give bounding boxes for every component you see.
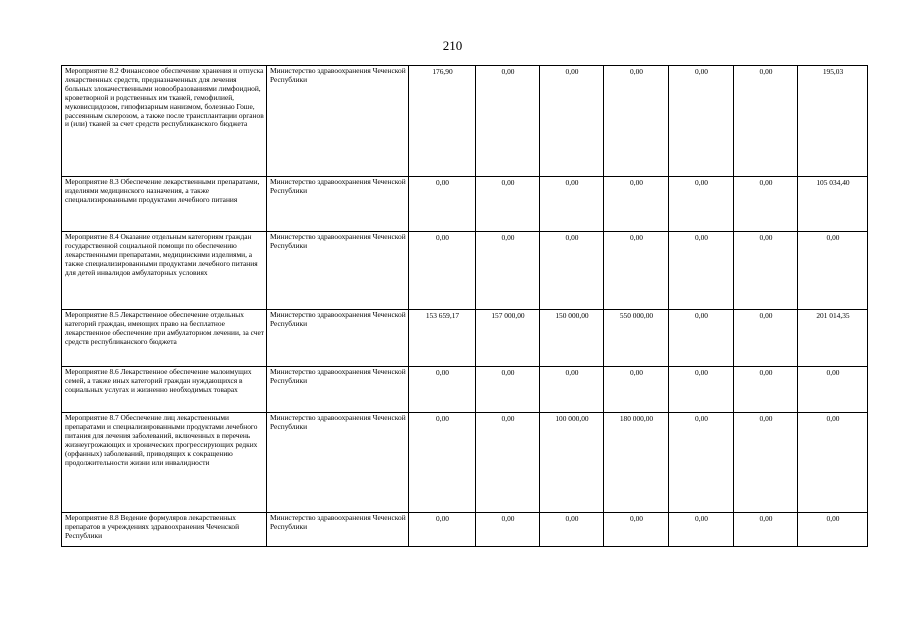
value-cell: 0,00 — [798, 367, 868, 413]
value-cell: 0,00 — [540, 232, 604, 310]
page-number: 210 — [442, 38, 463, 53]
value-cell: 0,00 — [476, 66, 540, 177]
value-cell: 0,00 — [540, 66, 604, 177]
value-cell: 0,00 — [604, 232, 669, 310]
value-cell: 0,00 — [409, 367, 476, 413]
value-cell: 0,00 — [669, 310, 734, 367]
value-cell: 0,00 — [669, 413, 734, 513]
value-cell: 0,00 — [669, 232, 734, 310]
value-cell: 0,00 — [604, 513, 669, 547]
measure-executor: Министерство здравоохранения Чеченской Республики — [267, 513, 409, 547]
value-cell: 157 000,00 — [476, 310, 540, 367]
table-row — [62, 232, 868, 310]
value-cell: 0,00 — [734, 310, 798, 367]
value-cell: 0,00 — [798, 413, 868, 513]
value-cell: 0,00 — [734, 66, 798, 177]
value-cell: 150 000,00 — [540, 310, 604, 367]
measure-executor: Министерство здравоохранения Чеченской Республики — [267, 232, 409, 310]
value-cell: 0,00 — [476, 513, 540, 547]
table-row — [62, 177, 868, 232]
table-row — [62, 310, 868, 367]
table-row — [62, 413, 868, 513]
value-cell: 195,03 — [798, 66, 868, 177]
value-cell: 100 000,00 — [540, 413, 604, 513]
value-cell: 0,00 — [734, 232, 798, 310]
value-cell: 0,00 — [409, 232, 476, 310]
measure-executor: Министерство здравоохранения Чеченской Республики — [267, 177, 409, 232]
value-cell: 0,00 — [734, 367, 798, 413]
measure-description: Мероприятие 8.2 Финансовое обеспечение хранения и отпуска лекарственных средств, предназначенных для лечения больных злокачественными новообразованиями лимфоидной, кроветворной и родственных им тканей, гемофилией, муковисцидозом, гипофизарным нанизмом, болезнью Гоше, рассеянным склерозом, а также после трансплантации органов и (или) тканей за счет средств республиканского бюджета — [62, 66, 267, 177]
measure-description: Мероприятие 8.4 Оказание отдельным категориям граждан государственной социальной помощи по обеспечению лекарственными препаратами, медицинскими изделиями, а также специализированными продуктами лечебного питания для детей инвалидов амбулаторных условиях — [62, 232, 267, 310]
value-cell: 180 000,00 — [604, 413, 669, 513]
value-cell: 0,00 — [604, 66, 669, 177]
value-cell: 153 659,17 — [409, 310, 476, 367]
measure-executor: Министерство здравоохранения Чеченской Республики — [267, 310, 409, 367]
table-row — [62, 367, 868, 413]
value-cell: 0,00 — [798, 513, 868, 547]
value-cell: 0,00 — [409, 177, 476, 232]
value-cell: 0,00 — [476, 413, 540, 513]
value-cell: 0,00 — [476, 232, 540, 310]
value-cell: 0,00 — [798, 232, 868, 310]
value-cell: 0,00 — [604, 367, 669, 413]
value-cell: 0,00 — [734, 177, 798, 232]
measure-executor: Министерство здравоохранения Чеченской Республики — [267, 413, 409, 513]
table-row — [62, 66, 868, 177]
measure-description: Мероприятие 8.6 Лекарственное обеспечение малоимущих семей, а также иных категорий граждан нуждающихся в социальных услугах и жизненно необходимых товарах — [62, 367, 267, 413]
value-cell: 0,00 — [476, 177, 540, 232]
value-cell: 0,00 — [409, 513, 476, 547]
value-cell: 0,00 — [540, 177, 604, 232]
value-cell: 201 014,35 — [798, 310, 868, 367]
measure-executor: Министерство здравоохранения Чеченской Республики — [267, 367, 409, 413]
value-cell: 0,00 — [669, 513, 734, 547]
measure-executor: Министерство здравоохранения Чеченской Республики — [267, 66, 409, 177]
value-cell: 0,00 — [669, 66, 734, 177]
measure-description: Мероприятие 8.5 Лекарственное обеспечение отдельных категорий граждан, имеющих право на бесплатное лекарственное обеспечение при амбулаторном лечении, за счет средств республиканского бюджета — [62, 310, 267, 367]
table-row — [62, 513, 868, 547]
value-cell: 105 034,40 — [798, 177, 868, 232]
value-cell: 550 000,00 — [604, 310, 669, 367]
measure-description: Мероприятие 8.3 Обеспечение лекарственными препаратами, изделиями медицинского назначения, а также специализированными продуктами лечебного питания — [62, 177, 267, 232]
measure-description: Мероприятие 8.7 Обеспечение лиц лекарственными препаратами и специализированными продуктами лечебного питания для лечения заболеваний, включенных в перечень жизнеугрожающих и хронических прогрессирующих редких (орфанных) заболеваний, приводящих к сокращению продолжительности жизни или инвалидности — [62, 413, 267, 513]
measure-description: Мероприятие 8.8 Ведение формуляров лекарственных препаратов в учреждениях здравоохранения Чеченской Республики — [62, 513, 267, 547]
value-cell: 0,00 — [734, 513, 798, 547]
measures-table — [61, 65, 868, 547]
value-cell: 0,00 — [540, 367, 604, 413]
value-cell: 0,00 — [476, 367, 540, 413]
value-cell: 0,00 — [540, 513, 604, 547]
value-cell: 0,00 — [734, 413, 798, 513]
value-cell: 0,00 — [669, 177, 734, 232]
value-cell: 0,00 — [409, 413, 476, 513]
value-cell: 176,90 — [409, 66, 476, 177]
value-cell: 0,00 — [604, 177, 669, 232]
value-cell: 0,00 — [669, 367, 734, 413]
